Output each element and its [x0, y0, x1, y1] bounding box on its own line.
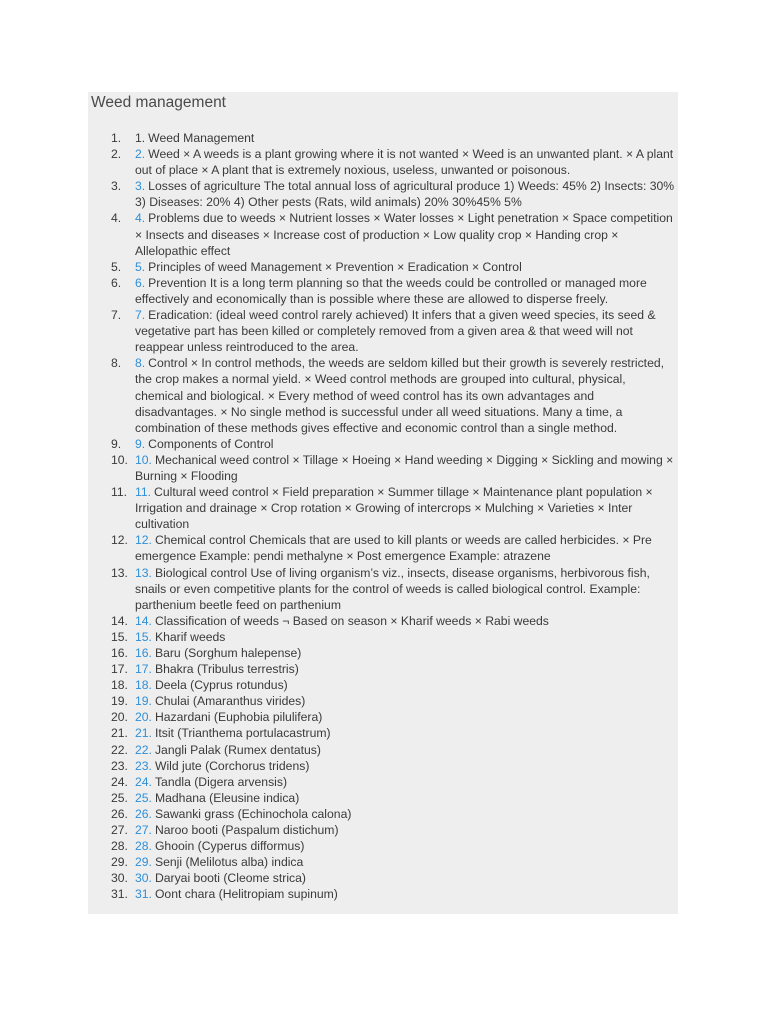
list-item-number: 4. — [111, 211, 122, 226]
slide-number-link[interactable]: 6. — [135, 275, 146, 290]
list-item — [88, 742, 678, 758]
list-item-number: 21. — [111, 726, 128, 741]
slide-number-link[interactable]: 14. — [135, 613, 152, 628]
list-item-text: Problems due to weeds × Nutrient losses × Water losses × Light penetration × Space competition × Insects and diseases × Increase cost of production × Low quality crop × Handing crop × Allelopathic effect — [135, 211, 673, 258]
document-panel — [88, 92, 678, 914]
list-item — [88, 806, 678, 822]
list-item — [88, 677, 678, 693]
list-item — [88, 146, 678, 178]
list-item-number: 30. — [111, 871, 128, 886]
list-item-text: Daryai booti (Cleome strica) — [154, 871, 306, 886]
item-list — [88, 130, 678, 903]
list-item-number: 13. — [111, 565, 128, 580]
slide-number-link[interactable]: 4. — [135, 211, 146, 226]
list-item — [88, 886, 678, 902]
list-item-number: 19. — [111, 694, 128, 709]
list-item-number: 3. — [111, 179, 122, 194]
list-item-number: 16. — [111, 646, 128, 660]
slide-number-link[interactable]: 29. — [135, 855, 152, 870]
list-item-text: Biological control Use of living organism’s viz., insects, disease organisms, herbivorous fish, snails or even competitive plants for the control of weeds is called biological control. Example: parthenium beetle feed on parthenium — [135, 565, 650, 612]
list-item-number: 2. — [111, 147, 122, 162]
list-item-text: Prevention It is a long term planning so that the weeds could be controlled or managed more effectively and economically than is possible where these are allowed to disperse freely. — [135, 275, 647, 306]
list-item-text: Madhana (Eleusine indica) — [154, 790, 300, 805]
slide-number-link[interactable]: 11. — [135, 485, 152, 500]
list-item — [88, 436, 678, 452]
list-item-number: 9. — [111, 436, 122, 451]
slide-number-link[interactable]: 10. — [135, 452, 152, 467]
list-item — [88, 275, 678, 307]
list-item-number: 8. — [111, 356, 122, 371]
list-item-text: Chemical control Chemicals that are used to kill plants or weeds are called herbicides. × Pre emergence Example: pendi methalyne × Post emergence Example: atrazene — [135, 533, 652, 564]
list-item-number: 29. — [111, 855, 128, 870]
list-item-text: Hazardani (Euphobia pilulifera) — [154, 710, 323, 725]
document-title: Weed management — [91, 94, 226, 111]
list-item-number: 27. — [111, 823, 128, 838]
list-item — [88, 259, 678, 275]
list-item — [88, 532, 678, 564]
list-item — [88, 565, 678, 613]
list-item-text: Bhakra (Tribulus terrestris) — [154, 662, 299, 677]
slide-number-link[interactable]: 15. — [135, 629, 152, 644]
list-item-number: 20. — [111, 710, 128, 725]
list-item-number: 28. — [111, 839, 128, 854]
list-item-text: Eradication: (ideal weed control rarely achieved) It infers that a given weed species, its seed & vegetative part has been killed or completely removed from a given area & that weed will not reappear unless reintroduced to the area. — [135, 308, 656, 355]
slide-number-link[interactable]: 26. — [135, 806, 152, 821]
slide-number-link[interactable]: 30. — [135, 871, 152, 886]
slide-number-link[interactable]: 17. — [135, 662, 152, 677]
list-item-text: Ghooin (Cyperus difformus) — [154, 839, 305, 854]
list-item-text: Sawanki grass (Echinochola calona) — [154, 806, 352, 821]
list-item — [88, 758, 678, 774]
list-item-number: 31. — [111, 887, 128, 902]
slide-number-link[interactable]: 3. — [135, 179, 146, 194]
list-item-text: Oont chara (Helitropiam supinum) — [154, 887, 338, 902]
list-item — [88, 838, 678, 854]
slide-number-link[interactable]: 18. — [135, 678, 152, 693]
list-item-number: 6. — [111, 275, 122, 290]
list-item — [88, 178, 678, 210]
list-item — [88, 484, 678, 532]
list-item — [88, 693, 678, 709]
list-item-text: Chulai (Amaranthus virides) — [154, 694, 306, 709]
list-item-number: 18. — [111, 678, 128, 693]
slide-number-link[interactable]: 31. — [135, 887, 152, 902]
slide-number-link[interactable]: 5. — [135, 259, 146, 274]
list-item-number: 23. — [111, 758, 128, 773]
list-item — [88, 130, 678, 146]
list-item — [88, 613, 678, 629]
list-item-number: 22. — [111, 742, 128, 757]
list-item-number: 12. — [111, 533, 128, 548]
list-item-number: 17. — [111, 662, 128, 677]
list-item-text: Cultural weed control × Field preparation × Summer tillage × Maintenance plant population × Irrigation and drainage × Crop rotation × Growing of intercrops × Mulching × Varieties × Inter cultivation — [135, 485, 653, 532]
list-item-text: Weed Management — [148, 131, 255, 145]
slide-number-link[interactable]: 23. — [135, 758, 152, 773]
slide-number-link[interactable]: 19. — [135, 694, 152, 709]
slide-number-link[interactable]: 13. — [135, 565, 152, 580]
list-item-text: Principles of weed Management × Prevention × Eradication × Control — [148, 259, 522, 274]
list-item — [88, 629, 678, 645]
list-item-text: Wild jute (Corchorus tridens) — [154, 758, 310, 773]
slide-number-link[interactable]: 16. — [135, 646, 152, 660]
slide-number-link[interactable]: 8. — [135, 356, 146, 371]
list-item — [88, 307, 678, 355]
list-item-text: Components of Control — [148, 436, 274, 451]
list-item-number: 15. — [111, 629, 128, 644]
list-item — [88, 774, 678, 790]
slide-number-link[interactable]: 2. — [135, 147, 146, 162]
list-item-text: Jangli Palak (Rumex dentatus) — [154, 742, 321, 757]
list-item-text: Deela (Cyprus rotundus) — [154, 678, 288, 693]
slide-number-link[interactable]: 12. — [135, 533, 152, 548]
list-item-number: 14. — [111, 613, 128, 628]
list-item-text: Tandla (Digera arvensis) — [154, 774, 288, 789]
list-item-text: Losses of agriculture The total annual loss of agricultural produce 1) Weeds: 45% 2) Insects: 30% 3) Diseases: 20% 4) Other pests (Rats, wild animals) 20% 30%45% 5% — [135, 179, 675, 210]
list-item-text: Itsit (Trianthema portulacastrum) — [154, 726, 331, 741]
list-item-number: 5. — [111, 259, 122, 274]
list-item — [88, 854, 678, 870]
list-item — [88, 725, 678, 741]
list-item — [88, 452, 678, 484]
list-item-number: 11. — [111, 485, 128, 500]
list-item — [88, 790, 678, 806]
list-item-text: Classification of weeds ¬ Based on season × Kharif weeds × Rabi weeds — [154, 613, 549, 628]
list-item-text: Mechanical weed control × Tillage × Hoeing × Hand weeding × Digging × Sickling and mowing × Burning × Flooding — [135, 452, 674, 483]
list-item — [88, 870, 678, 886]
list-item-number: 7. — [111, 308, 122, 323]
slide-number-link[interactable]: 25. — [135, 790, 152, 805]
list-item — [88, 709, 678, 725]
slide-number-link[interactable]: 27. — [135, 823, 152, 838]
list-item — [88, 355, 678, 435]
slide-number-link[interactable]: 7. — [135, 308, 146, 323]
list-item-text: Weed × A weeds is a plant growing where it is not wanted × Weed is an unwanted plant. × A plant out of place × A plant that is extremely noxious, useless, unwanted or poisonous. — [135, 147, 674, 178]
list-item-text: Baru (Sorghum halepense) — [154, 646, 302, 660]
list-item-number: 10. — [111, 452, 128, 467]
slide-number-link[interactable]: 21. — [135, 726, 152, 741]
slide-number-link[interactable]: 24. — [135, 774, 152, 789]
list-item — [88, 645, 678, 661]
list-item — [88, 210, 678, 258]
list-item-text: Naroo booti (Paspalum distichum) — [154, 823, 339, 838]
slide-number-link[interactable]: 9. — [135, 436, 146, 451]
list-item-number: 25. — [111, 790, 128, 805]
list-item-number: 26. — [111, 806, 128, 821]
slide-number: 1. — [135, 131, 146, 145]
list-item — [88, 661, 678, 677]
slide-number-link[interactable]: 22. — [135, 742, 152, 757]
slide-number-link[interactable]: 20. — [135, 710, 152, 725]
list-item-number: 24. — [111, 774, 128, 789]
list-item-number: 1. — [111, 131, 122, 145]
list-item-text: Senji (Melilotus alba) indica — [154, 855, 304, 870]
list-item — [88, 822, 678, 838]
list-item-text: Control × In control methods, the weeds are seldom killed but their growth is severely restricted, the crop makes a normal yield. × Weed control methods are grouped into cultural, physical, chemical and biological. × Every method of weed control has its own advantages and disadvantages. × No single method is successful under all weed situations. Many a time, a combination of these methods gives effective and economic control than a single method. — [135, 356, 665, 435]
list-item-text: Kharif weeds — [154, 629, 226, 644]
slide-number-link[interactable]: 28. — [135, 839, 152, 854]
